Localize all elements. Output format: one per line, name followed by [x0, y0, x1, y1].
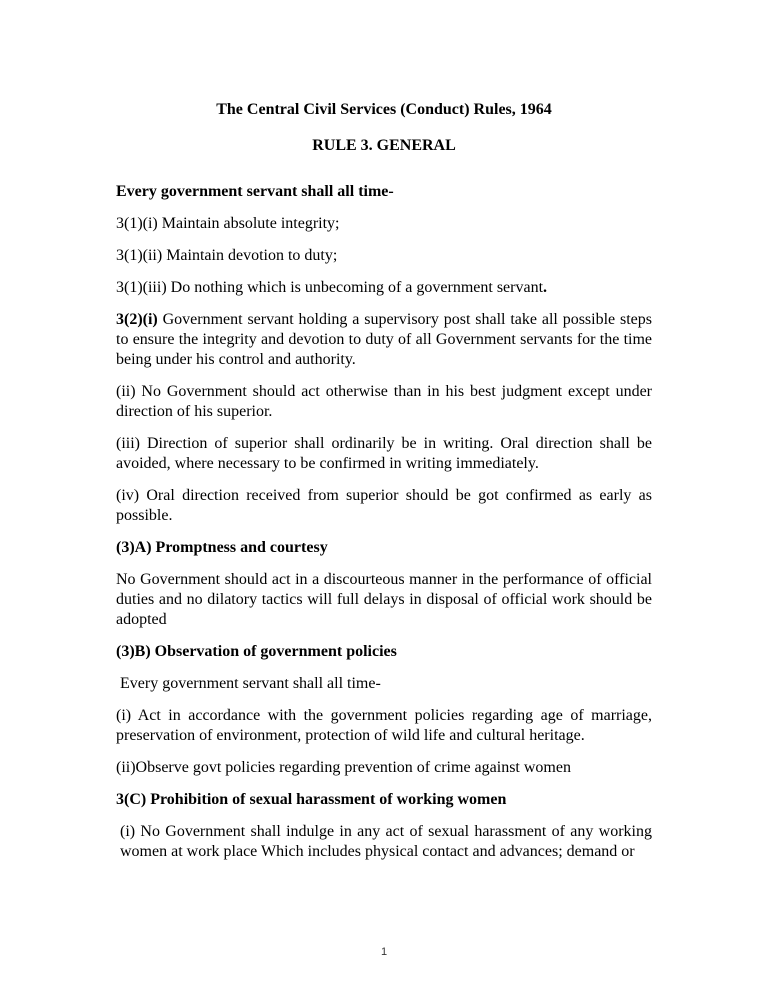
section-3a-text: No Government should act in a discourteous manner in the performance of official duties and no dilatory tactics will full delays in disposal of official work should be adopted	[116, 571, 652, 628]
rule-item-unbecoming-text: 3(1)(iii) Do nothing which is unbecoming of a government servant	[116, 279, 544, 296]
rule-item-unbecoming-period: .	[543, 279, 548, 296]
rule-item-unbecoming	[116, 278, 652, 298]
section-2-iv: (iv) Oral direction received from superior should be got confirmed as early as possible.	[116, 487, 652, 524]
section-3a-heading: (3)A) Promptness and courtesy	[116, 539, 328, 556]
section-2-i-text: Government servant holding a supervisory post shall take all possible steps to ensure the integrity and devotion to duty of all Government servants for the time being under his control and authority.	[116, 311, 652, 368]
document-title: The Central Civil Services (Conduct) Rules, 1964	[216, 101, 552, 118]
section-2-ii: (ii) No Government should act otherwise than in his best judgment except under direction of his superior.	[116, 383, 652, 420]
rule-item-integrity: 3(1)(i) Maintain absolute integrity;	[116, 215, 340, 232]
section-3c-heading: 3(C) Prohibition of sexual harassment of working women	[116, 791, 507, 808]
section-2-i	[116, 310, 652, 370]
page-number: 1	[380, 946, 388, 958]
section-2-i-label: 3(2)(i)	[116, 311, 158, 328]
section-3b-ii: (ii)Observe govt policies regarding prevention of crime against women	[116, 759, 571, 776]
section-3c-i: (i) No Government shall indulge in any act of sexual harassment of any working women at work place Which includes physical contact and advances; demand or	[120, 823, 652, 860]
rule-heading: RULE 3. GENERAL	[312, 137, 456, 154]
section-3b-heading: (3)B) Observation of government policies	[116, 643, 397, 660]
section-3b-i: (i) Act in accordance with the government policies regarding age of marriage, preservation of environment, protection of wild life and cultural heritage.	[116, 707, 652, 744]
document-body	[116, 100, 652, 874]
section-3b-intro: Every government servant shall all time-	[120, 675, 381, 692]
section-2-iii: (iii) Direction of superior shall ordinarily be in writing. Oral direction shall be avoided, where necessary to be confirmed in writing immediately.	[116, 435, 652, 472]
intro-line: Every government servant shall all time-	[116, 183, 394, 200]
rule-item-devotion: 3(1)(ii) Maintain devotion to duty;	[116, 247, 338, 264]
